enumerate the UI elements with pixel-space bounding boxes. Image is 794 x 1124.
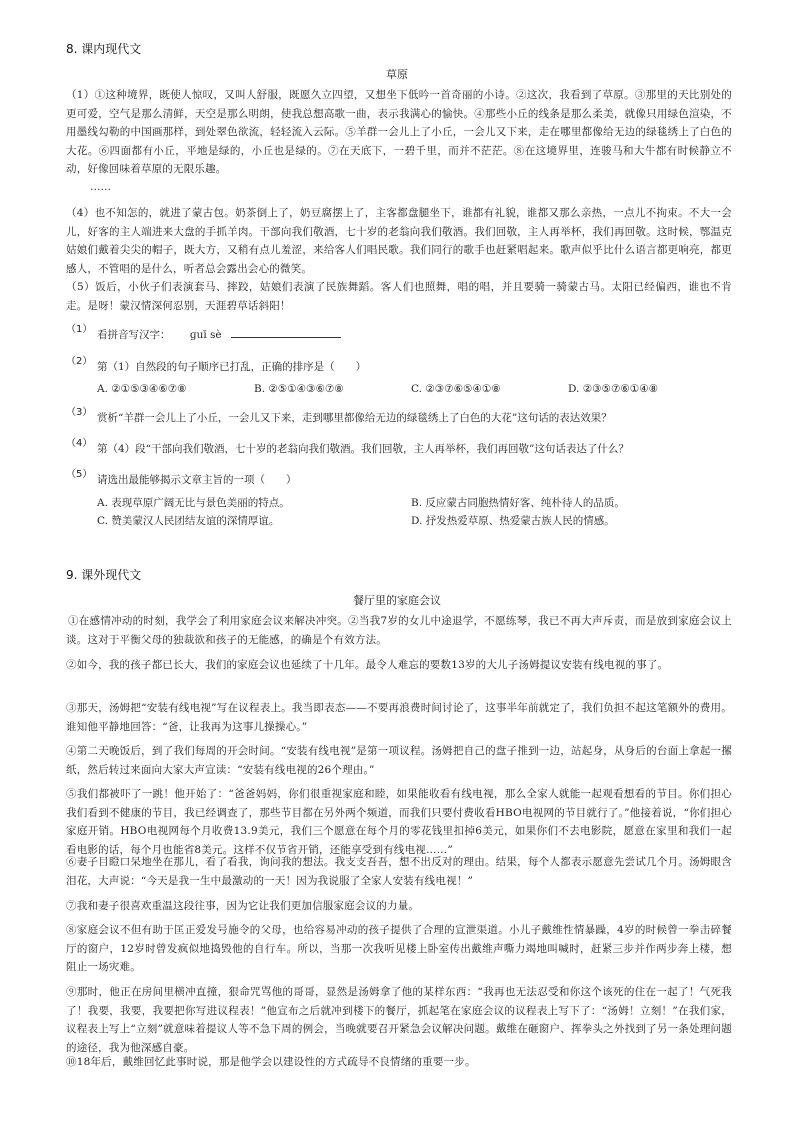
s9-paragraph-9: ⑨那时，他正在房间里横冲直撞，狠命咒骂他的哥哥，显然是汤姆拿了他的某样东西：“我再也无法忍受和你这个该死的住在一起了！气死我了！我要，我要，我要把你写进议程表！”他宣布之后就冲到楼下的餐厅，抓起笔在家庭会议的议程表上写下了：“汤姆！立刻！”在我们家，议程表上写上“立刻”就意味着提议人等不急下周的例会，当晚就要召开紧急会议解决问题。戴维在砸窗户、挥拳头之外找到了另一条处理问题的途径，我为他深感自豪。 <box>66 986 732 1054</box>
s9-paragraph-2: ②如今，我的孩子都已长大，我们的家庭会议也延续了十几年。最令人难忘的要数13岁的大儿子汤姆提议安装有线电视的事了。 <box>66 659 669 671</box>
question-4-number: （4） <box>66 438 93 449</box>
question-5-option-d[interactable]: D. 抒发热爱草原、热爱蒙古族人民的情感。 <box>411 515 615 527</box>
question-2-option-c[interactable]: C. ②③⑦⑥⑤④①⑧ <box>411 383 501 395</box>
question-2-text: 第（1）自然段的句子顺序已打乱，正确的排序是（ ） <box>97 361 367 373</box>
section-8-title: 8. 课内现代文 <box>66 42 142 56</box>
paragraph-5: （5）饭后，小伙子们表演套马、摔跤，姑娘们表演了民族舞蹈。客人们也照舞，唱的唱，并且要骑一骑蒙古马。太阳已经偏西，谁也不肯走。是呀！蒙汉情深何忍别，天涯碧草话斜阳！ <box>66 281 732 312</box>
question-2-number: （2） <box>66 356 93 367</box>
question-5-option-b[interactable]: B. 反应蒙古同胞热情好客、纯朴待人的品质。 <box>411 497 625 509</box>
question-5-option-a[interactable]: A. 表现草原广阔无比与景色美丽的特点。 <box>97 497 290 509</box>
question-5-option-c[interactable]: C. 赞美蒙汉人民团结友谊的深情厚谊。 <box>97 515 280 527</box>
question-1 <box>97 327 341 342</box>
s9-paragraph-8: ⑧家庭会议不但有助于匡正爱发号施令的父母，也给容易冲动的孩子提供了合理的宣泄渠道。小儿子戴维性情暴躁，4岁的时候曾一拳击碎餐厅的窗户，12岁时曾发疯似地捣毁他的自行车。所以，当那一次我听见楼上卧室传出戴维声嘶力竭地叫喊时，赶紧三步并作两步奔上楼，想阻止一场灾难。 <box>66 924 732 973</box>
s9-paragraph-5: ⑤我们都被吓了一跳！他开始了：“爸爸妈妈，你们很重视家庭和睦，如果能收看有线电视，那么全家人就能一起观看想看的节目。你们担心我们看到不健康的节目，我已经调查了，那些节目都在另外两个频道，而我们只要付费收看HBO电视网的节目就行了。”他接着说，“你们担心家庭开销。HBO电视网每个月收费13.9美元，我们三个愿意在每个月的零花钱里扣掉6美元，如果你们不去电影院，愿意在家里和我们一起看电影的话，每个月也能省8美元。这样不仅节省开销，还能享受到有线电视……” <box>66 788 732 856</box>
paragraph-4: （4）也不知怎的，就进了蒙古包。奶茶倒上了，奶豆腐摆上了，主客都盘腿坐下，谁都有礼貌，谁都又那么亲热，一点儿不拘束。不大一会儿，好客的主人端进来大盘的手抓羊肉。干部向我们敬酒，七十岁的老翁向我们敬酒。我们回敬，主人再举杯，我们再回敬。这时候，鄂温克姑娘们戴着尖尖的帽子，既大方，又稍有点儿羞涩，来给客人们唱民歌。我们同行的歌手也赶紧唱起来。歌声似乎比什么语言都更响亮，都更感人，不管唱的是什么，听者总会露出会心的微笑。 <box>66 207 732 275</box>
section-9-title: 9. 课外现代文 <box>66 568 142 582</box>
question-4-text: 第（4）段“干部向我们敬酒，七十岁的老翁向我们敬酒。我们回敬，主人再举杯，我们再回敬”这句话表达了什么？ <box>97 443 629 455</box>
question-3-text: 赏析“羊群一会儿上了小丘，一会儿又下来，走到哪里都像给无边的绿毯绣上了白色的大花”这句话的表达效果？ <box>97 412 612 424</box>
question-3-number: （3） <box>66 407 93 418</box>
article-title-family-meeting: 餐厅里的家庭会议 <box>353 594 441 607</box>
answer-blank[interactable] <box>231 327 341 338</box>
s9-paragraph-4: ④第二天晚饭后，到了我们每周的开会时间。“安装有线电视”是第一项议程。汤姆把自己的盘子推到一边，站起身，从身后的台面上拿起一摞纸，然后转过来面向大家大声宣读：“安装有线电视的26个理由。” <box>66 745 732 776</box>
question-2-option-a[interactable]: A. ②①⑤③④⑥⑦⑧ <box>97 383 187 395</box>
question-2-option-b[interactable]: B. ②⑤①④③⑥⑦⑧ <box>254 383 344 395</box>
question-5-number: （5） <box>66 469 93 480</box>
question-1-number: （1） <box>66 324 93 335</box>
question-5-text: 请选出最能够揭示文章主旨的一项（ ） <box>97 474 297 486</box>
s9-paragraph-7: ⑦我和妻子很喜欢重温这段往事，因为它让我们更加信服家庭会议的力量。 <box>66 900 420 912</box>
question-2-option-d[interactable]: D. ②③⑤⑦⑥①④⑧ <box>568 383 659 395</box>
ellipsis: …… <box>90 181 111 193</box>
question-1-text: 看拼音写汉字： <box>97 329 171 341</box>
s9-paragraph-6: ⑥妻子目瞪口呆地坐在那儿，看了看我，询问我的想法。我支支吾吾，想不出反对的理由。结果，每个人都表示愿意先尝试几个月。汤姆眼含泪花，大声说：“今天是我一生中最激动的一天！因为我说服了全家人安装有线电视！” <box>66 856 732 887</box>
s9-paragraph-1: ①在感情冲动的时刻，我学会了利用家庭会议来解决冲突。②当我7岁的女儿中途退学，不愿练琴，我已不再大声斥责，而是放到家庭会议上谈。这对于平衡父母的独裁欲和孩子的无能感，的确是个有效方法。 <box>66 615 732 646</box>
question-1-pinyin: ɡuī sè <box>189 329 222 341</box>
s9-paragraph-3: ③那天，汤姆把“安装有线电视”写在议程表上。我当即表态——不要再浪费时间讨论了，这事半年前就定了，我们负担不起这笔额外的费用。谁知他平静地回答：“爸，让我再为这事儿操操心。” <box>66 702 732 733</box>
paragraph-1: （1）①这种境界，既使人惊叹，又叫人舒服，既愿久立四望，又想坐下低吟一首奇丽的小诗。②这次，我看到了草原。③那里的天比别处的更可爱，空气是那么清鲜，天空是那么明朗，使我总想高歌一曲，表示我满心的愉快。④那些小丘的线条是那么柔美，就像只用绿色渲染，不用墨线勾勒的中国画那样，到处翠色欲流，轻轻流入云际。⑤羊群一会儿上了小丘，一会儿又下来，走在哪里都像给无边的绿毯绣上了白色的大花。⑥四面都有小丘，平地是绿的，小丘也是绿的。⑦在天底下，一碧千里，而并不茫茫。⑧在这境界里，连骏马和大牛都有时候静立不动，好像回味着草原的无限乐趣。 <box>66 89 732 175</box>
s9-paragraph-10: ⑩18年后，戴维回忆此事时说，那是他学会以建设性的方式疏导不良情绪的重要一步。 <box>66 1056 476 1068</box>
article-title-caoyuan: 草原 <box>386 68 408 81</box>
